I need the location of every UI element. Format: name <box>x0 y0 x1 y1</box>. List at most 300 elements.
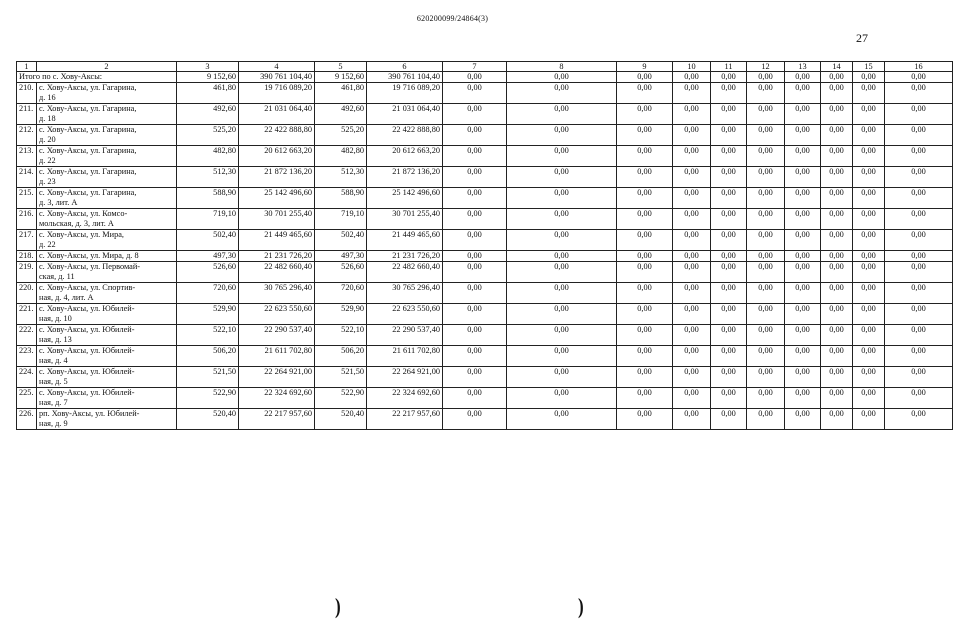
row-number: 220. <box>17 283 37 304</box>
row-number: 213. <box>17 146 37 167</box>
value-cell: 0,00 <box>785 83 821 104</box>
value-cell: 0,00 <box>747 388 785 409</box>
value-cell: 0,00 <box>821 325 853 346</box>
value-cell: 0,00 <box>785 125 821 146</box>
total-row <box>17 72 953 83</box>
value-cell: 0,00 <box>747 209 785 230</box>
value-cell: 521,50 <box>177 367 239 388</box>
value-cell: 588,90 <box>177 188 239 209</box>
value-cell: 0,00 <box>673 251 711 262</box>
address-line: ная, д. 10 <box>39 313 72 323</box>
value-cell: 0,00 <box>443 167 507 188</box>
value-cell: 0,00 <box>885 283 953 304</box>
value-cell: 482,80 <box>315 146 367 167</box>
value-cell: 0,00 <box>821 188 853 209</box>
value-cell: 0,00 <box>785 146 821 167</box>
value-cell: 0,00 <box>711 125 747 146</box>
value-cell: 0,00 <box>673 283 711 304</box>
row-number: 226. <box>17 409 37 430</box>
address-cell <box>37 83 177 104</box>
value-cell: 0,00 <box>443 83 507 104</box>
value-cell: 0,00 <box>853 262 885 283</box>
table-row <box>17 125 953 146</box>
value-cell: 22 422 888,80 <box>367 125 443 146</box>
column-number: 10 <box>673 62 711 72</box>
column-number: 6 <box>367 62 443 72</box>
value-cell: 0,00 <box>885 251 953 262</box>
document-id: 620200099/24864(3) <box>416 14 489 23</box>
value-cell: 0,00 <box>673 188 711 209</box>
column-number: 7 <box>443 62 507 72</box>
value-cell: 0,00 <box>853 283 885 304</box>
address-cell <box>37 388 177 409</box>
value-cell: 0,00 <box>711 146 747 167</box>
address-line: с. Хову-Аксы, ул. Спортив- <box>39 283 136 293</box>
total-value: 0,00 <box>853 72 885 83</box>
value-cell: 0,00 <box>443 146 507 167</box>
value-cell: 21 449 465,60 <box>239 230 315 251</box>
value-cell: 0,00 <box>885 262 953 283</box>
value-cell: 21 872 136,20 <box>367 167 443 188</box>
value-cell: 0,00 <box>443 409 507 430</box>
address-line: с. Хову-Аксы, ул. Гагарина, <box>39 104 137 114</box>
value-cell: 0,00 <box>617 283 673 304</box>
address-line: с. Хову-Аксы, ул. Гагарина, <box>39 125 137 135</box>
address-line: с. Хову-Аксы, ул. Гагарина, <box>39 167 137 177</box>
table-row <box>17 251 953 262</box>
value-cell: 0,00 <box>507 409 617 430</box>
value-cell: 0,00 <box>673 125 711 146</box>
table-row <box>17 167 953 188</box>
table-row <box>17 262 953 283</box>
value-cell: 0,00 <box>617 388 673 409</box>
value-cell: 30 765 296,40 <box>367 283 443 304</box>
value-cell: 0,00 <box>443 367 507 388</box>
value-cell: 21 611 702,80 <box>239 346 315 367</box>
address-line: с. Хову-Аксы, ул. Юбилей- <box>39 388 135 398</box>
value-cell: 0,00 <box>785 325 821 346</box>
address-cell <box>37 304 177 325</box>
address-line: д. 3, лит. А <box>39 197 78 207</box>
value-cell: 0,00 <box>821 304 853 325</box>
value-cell: 520,40 <box>315 409 367 430</box>
value-cell: 0,00 <box>821 209 853 230</box>
value-cell: 502,40 <box>315 230 367 251</box>
value-cell: 30 701 255,40 <box>367 209 443 230</box>
value-cell: 461,80 <box>315 83 367 104</box>
value-cell: 0,00 <box>747 188 785 209</box>
value-cell: 0,00 <box>885 125 953 146</box>
value-cell: 0,00 <box>617 188 673 209</box>
address-line: д. 22 <box>39 155 56 165</box>
value-cell: 520,40 <box>177 409 239 430</box>
address-line: с. Хову-Аксы, ул. Комсо- <box>39 209 128 219</box>
value-cell: 0,00 <box>617 230 673 251</box>
value-cell: 0,00 <box>443 262 507 283</box>
value-cell: 588,90 <box>315 188 367 209</box>
column-number: 4 <box>239 62 315 72</box>
row-number: 212. <box>17 125 37 146</box>
value-cell: 0,00 <box>617 251 673 262</box>
value-cell: 0,00 <box>885 304 953 325</box>
value-cell: 526,60 <box>177 262 239 283</box>
value-cell: 22 623 550,60 <box>367 304 443 325</box>
total-value: 0,00 <box>885 72 953 83</box>
value-cell: 0,00 <box>673 230 711 251</box>
table-row <box>17 146 953 167</box>
value-cell: 0,00 <box>821 283 853 304</box>
row-number: 224. <box>17 367 37 388</box>
value-cell: 21 231 726,20 <box>239 251 315 262</box>
row-number: 217. <box>17 230 37 251</box>
total-value: 9 152,60 <box>315 72 367 83</box>
value-cell: 0,00 <box>747 167 785 188</box>
total-value: 0,00 <box>785 72 821 83</box>
value-cell: 0,00 <box>443 283 507 304</box>
value-cell: 0,00 <box>507 188 617 209</box>
value-cell: 461,80 <box>177 83 239 104</box>
address-cell <box>37 188 177 209</box>
value-cell: 22 623 550,60 <box>239 304 315 325</box>
value-cell: 0,00 <box>853 304 885 325</box>
row-number: 215. <box>17 188 37 209</box>
address-line: с. Хову-Аксы, ул. Первомай- <box>39 262 141 272</box>
address-line: мольская, д. 3, лит. А <box>39 218 114 228</box>
value-cell: 0,00 <box>617 325 673 346</box>
footer-mark: ) <box>578 594 584 619</box>
value-cell: 0,00 <box>507 367 617 388</box>
address-cell <box>37 125 177 146</box>
column-number: 14 <box>821 62 853 72</box>
value-cell: 0,00 <box>507 125 617 146</box>
value-cell: 0,00 <box>617 125 673 146</box>
address-line: ная, д. 13 <box>39 334 72 344</box>
value-cell: 0,00 <box>853 325 885 346</box>
value-cell: 0,00 <box>507 283 617 304</box>
address-line: ная, д. 4, лит. А <box>39 292 94 302</box>
value-cell: 0,00 <box>747 409 785 430</box>
table-row <box>17 188 953 209</box>
value-cell: 0,00 <box>507 104 617 125</box>
value-cell: 0,00 <box>711 325 747 346</box>
total-value: 390 761 104,40 <box>239 72 315 83</box>
value-cell: 0,00 <box>785 388 821 409</box>
row-number: 218. <box>17 251 37 262</box>
value-cell: 0,00 <box>711 230 747 251</box>
value-cell: 22 422 888,80 <box>239 125 315 146</box>
value-cell: 0,00 <box>747 125 785 146</box>
row-number: 221. <box>17 304 37 325</box>
value-cell: 0,00 <box>711 262 747 283</box>
row-number: 214. <box>17 167 37 188</box>
column-number-row <box>17 62 953 72</box>
value-cell: 0,00 <box>711 167 747 188</box>
value-cell: 0,00 <box>711 409 747 430</box>
value-cell: 20 612 663,20 <box>367 146 443 167</box>
value-cell: 21 611 702,80 <box>367 346 443 367</box>
value-cell: 492,60 <box>177 104 239 125</box>
value-cell: 0,00 <box>853 167 885 188</box>
value-cell: 522,10 <box>315 325 367 346</box>
value-cell: 0,00 <box>673 346 711 367</box>
address-cell <box>37 325 177 346</box>
value-cell: 0,00 <box>747 283 785 304</box>
value-cell: 0,00 <box>507 167 617 188</box>
value-cell: 0,00 <box>821 104 853 125</box>
column-number: 9 <box>617 62 673 72</box>
value-cell: 0,00 <box>853 409 885 430</box>
total-value: 0,00 <box>617 72 673 83</box>
value-cell: 0,00 <box>617 367 673 388</box>
value-cell: 522,90 <box>177 388 239 409</box>
page-number: 27 <box>856 31 868 45</box>
address-line: с. Хову-Аксы, ул. Юбилей- <box>39 304 135 314</box>
value-cell: 719,10 <box>177 209 239 230</box>
address-line: с. Хову-Аксы, ул. Гагарина, <box>39 146 137 156</box>
value-cell: 0,00 <box>711 209 747 230</box>
address-line: рп. Хову-Аксы, ул. Юбилей- <box>39 409 140 419</box>
value-cell: 0,00 <box>747 262 785 283</box>
value-cell: 0,00 <box>785 104 821 125</box>
row-number: 222. <box>17 325 37 346</box>
total-value: 390 761 104,40 <box>367 72 443 83</box>
value-cell: 0,00 <box>885 188 953 209</box>
value-cell: 0,00 <box>443 125 507 146</box>
value-cell: 0,00 <box>711 251 747 262</box>
value-cell: 0,00 <box>617 146 673 167</box>
value-cell: 0,00 <box>443 251 507 262</box>
value-cell: 22 324 692,60 <box>367 388 443 409</box>
value-cell: 0,00 <box>853 230 885 251</box>
value-cell: 0,00 <box>747 367 785 388</box>
value-cell: 0,00 <box>617 346 673 367</box>
value-cell: 0,00 <box>673 209 711 230</box>
address-line: с. Хову-Аксы, ул. Юбилей- <box>39 325 135 335</box>
value-cell: 0,00 <box>673 167 711 188</box>
value-cell: 502,40 <box>177 230 239 251</box>
address-line: с. Хову-Аксы, ул. Гагарина, <box>39 83 137 93</box>
value-cell: 720,60 <box>177 283 239 304</box>
value-cell: 0,00 <box>785 230 821 251</box>
value-cell: 0,00 <box>853 388 885 409</box>
value-cell: 492,60 <box>315 104 367 125</box>
value-cell: 22 264 921,00 <box>239 367 315 388</box>
value-cell: 0,00 <box>885 367 953 388</box>
address-cell <box>37 262 177 283</box>
value-cell: 25 142 496,60 <box>239 188 315 209</box>
value-cell: 0,00 <box>885 409 953 430</box>
value-cell: 0,00 <box>673 262 711 283</box>
value-cell: 0,00 <box>785 409 821 430</box>
value-cell: 0,00 <box>443 346 507 367</box>
value-cell: 526,60 <box>315 262 367 283</box>
value-cell: 0,00 <box>821 409 853 430</box>
column-number: 8 <box>507 62 617 72</box>
table-row <box>17 104 953 125</box>
address-cell <box>37 409 177 430</box>
address-line: д. 23 <box>39 176 56 186</box>
value-cell: 0,00 <box>711 304 747 325</box>
value-cell: 0,00 <box>747 325 785 346</box>
value-cell: 522,90 <box>315 388 367 409</box>
value-cell: 0,00 <box>673 146 711 167</box>
value-cell: 0,00 <box>885 346 953 367</box>
address-line: с. Хову-Аксы, ул. Мира, <box>39 230 125 240</box>
value-cell: 0,00 <box>821 125 853 146</box>
value-cell: 0,00 <box>673 367 711 388</box>
value-cell: 0,00 <box>673 325 711 346</box>
value-cell: 0,00 <box>507 230 617 251</box>
address-line: д. 18 <box>39 113 56 123</box>
table-row <box>17 367 953 388</box>
value-cell: 0,00 <box>711 83 747 104</box>
address-cell <box>37 146 177 167</box>
value-cell: 0,00 <box>885 104 953 125</box>
value-cell: 0,00 <box>617 262 673 283</box>
value-cell: 0,00 <box>747 251 785 262</box>
value-cell: 0,00 <box>673 83 711 104</box>
row-number: 210. <box>17 83 37 104</box>
value-cell: 0,00 <box>821 167 853 188</box>
value-cell: 0,00 <box>711 367 747 388</box>
address-cell <box>37 283 177 304</box>
value-cell: 21 031 064,40 <box>239 104 315 125</box>
value-cell: 0,00 <box>821 230 853 251</box>
value-cell: 0,00 <box>711 104 747 125</box>
column-number: 2 <box>37 62 177 72</box>
value-cell: 0,00 <box>821 262 853 283</box>
address-cell <box>37 209 177 230</box>
total-value: 0,00 <box>443 72 507 83</box>
address-cell <box>37 346 177 367</box>
value-cell: 0,00 <box>507 304 617 325</box>
value-cell: 522,10 <box>177 325 239 346</box>
value-cell: 21 872 136,20 <box>239 167 315 188</box>
value-cell: 0,00 <box>853 251 885 262</box>
address-cell <box>37 230 177 251</box>
value-cell: 30 701 255,40 <box>239 209 315 230</box>
value-cell: 0,00 <box>443 188 507 209</box>
value-cell: 0,00 <box>443 230 507 251</box>
value-cell: 497,30 <box>177 251 239 262</box>
value-cell: 0,00 <box>617 167 673 188</box>
total-label: Итого по с. Хову-Аксы: <box>17 72 177 83</box>
value-cell: 22 264 921,00 <box>367 367 443 388</box>
value-cell: 0,00 <box>507 251 617 262</box>
address-cell <box>37 167 177 188</box>
value-cell: 0,00 <box>507 209 617 230</box>
value-cell: 0,00 <box>853 188 885 209</box>
value-cell: 0,00 <box>885 209 953 230</box>
address-line: с. Хову-Аксы, ул. Мира, д. 8 <box>39 251 139 261</box>
address-line: ская, д. 11 <box>39 271 75 281</box>
value-cell: 720,60 <box>315 283 367 304</box>
table-row <box>17 409 953 430</box>
value-cell: 521,50 <box>315 367 367 388</box>
value-cell: 0,00 <box>747 346 785 367</box>
value-cell: 0,00 <box>747 83 785 104</box>
address-line: д. 22 <box>39 239 56 249</box>
column-number: 12 <box>747 62 785 72</box>
value-cell: 0,00 <box>885 388 953 409</box>
total-value: 0,00 <box>821 72 853 83</box>
value-cell: 0,00 <box>821 146 853 167</box>
table-row <box>17 388 953 409</box>
value-cell: 0,00 <box>711 188 747 209</box>
value-cell: 0,00 <box>885 167 953 188</box>
value-cell: 0,00 <box>785 262 821 283</box>
row-number: 216. <box>17 209 37 230</box>
address-line: ная, д. 9 <box>39 418 68 428</box>
total-value: 0,00 <box>747 72 785 83</box>
value-cell: 0,00 <box>853 83 885 104</box>
value-cell: 0,00 <box>885 325 953 346</box>
value-cell: 22 290 537,40 <box>367 325 443 346</box>
value-cell: 0,00 <box>617 304 673 325</box>
address-cell <box>37 104 177 125</box>
value-cell: 0,00 <box>853 209 885 230</box>
value-cell: 506,20 <box>315 346 367 367</box>
value-cell: 0,00 <box>507 325 617 346</box>
value-cell: 0,00 <box>747 146 785 167</box>
value-cell: 0,00 <box>443 104 507 125</box>
value-cell: 0,00 <box>821 367 853 388</box>
row-number: 223. <box>17 346 37 367</box>
value-cell: 22 482 660,40 <box>367 262 443 283</box>
value-cell: 0,00 <box>785 304 821 325</box>
value-cell: 0,00 <box>821 346 853 367</box>
total-value: 0,00 <box>711 72 747 83</box>
value-cell: 0,00 <box>673 104 711 125</box>
value-cell: 22 217 957,60 <box>239 409 315 430</box>
value-cell: 0,00 <box>711 388 747 409</box>
value-cell: 19 716 089,20 <box>367 83 443 104</box>
row-number: 225. <box>17 388 37 409</box>
value-cell: 0,00 <box>747 104 785 125</box>
value-cell: 512,30 <box>315 167 367 188</box>
address-cell <box>37 251 177 262</box>
column-number: 11 <box>711 62 747 72</box>
value-cell: 0,00 <box>507 262 617 283</box>
value-cell: 22 324 692,60 <box>239 388 315 409</box>
value-cell: 0,00 <box>785 251 821 262</box>
value-cell: 506,20 <box>177 346 239 367</box>
address-line: с. Хову-Аксы, ул. Гагарина, <box>39 188 137 198</box>
address-line: ная, д. 5 <box>39 376 68 386</box>
address-line: ная, д. 7 <box>39 397 68 407</box>
address-cell <box>37 367 177 388</box>
address-line: с. Хову-Аксы, ул. Юбилей- <box>39 367 135 377</box>
value-cell: 0,00 <box>853 367 885 388</box>
value-cell: 0,00 <box>443 304 507 325</box>
column-number: 1 <box>17 62 37 72</box>
value-cell: 512,30 <box>177 167 239 188</box>
column-number: 13 <box>785 62 821 72</box>
value-cell: 0,00 <box>507 346 617 367</box>
value-cell: 0,00 <box>821 83 853 104</box>
value-cell: 0,00 <box>747 230 785 251</box>
value-cell: 0,00 <box>785 283 821 304</box>
row-number: 219. <box>17 262 37 283</box>
column-number: 16 <box>885 62 953 72</box>
value-cell: 0,00 <box>673 304 711 325</box>
address-line: ная, д. 4 <box>39 355 68 365</box>
value-cell: 0,00 <box>785 209 821 230</box>
value-cell: 529,90 <box>315 304 367 325</box>
value-cell: 497,30 <box>315 251 367 262</box>
value-cell: 0,00 <box>821 388 853 409</box>
value-cell: 0,00 <box>821 251 853 262</box>
